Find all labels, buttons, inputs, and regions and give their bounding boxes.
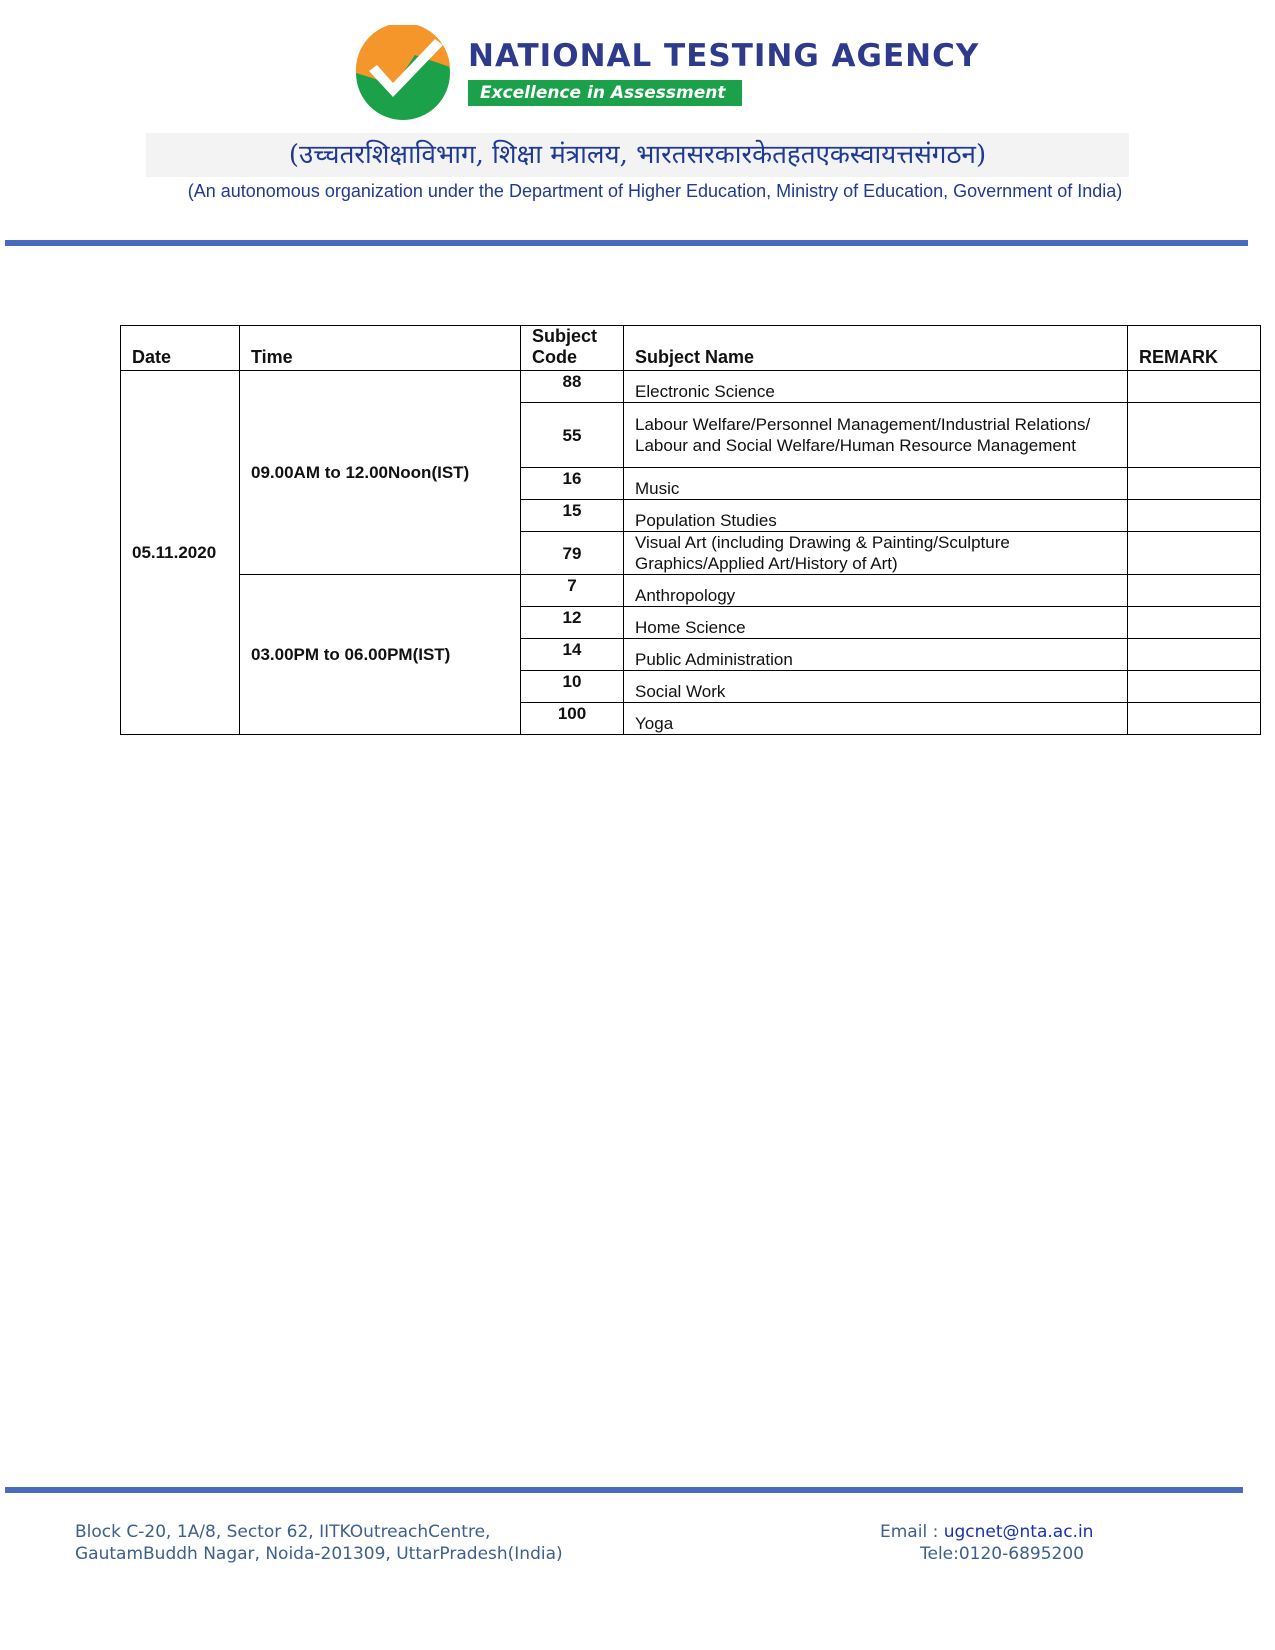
footer-divider bbox=[5, 1487, 1243, 1493]
remark-cell bbox=[1128, 532, 1261, 575]
subject-name: Visual Art (including Drawing & Painting/Sculpture Graphics/Applied Art/History of Art) bbox=[624, 532, 1128, 575]
remark-cell bbox=[1128, 371, 1261, 403]
subject-code: 14 bbox=[521, 639, 624, 671]
subject-name: Labour Welfare/Personnel Management/Industrial Relations/ Labour and Social Welfare/Human Resource Management bbox=[624, 403, 1128, 468]
remark-cell bbox=[1128, 639, 1261, 671]
subject-code: 12 bbox=[521, 607, 624, 639]
subject-code: 88 bbox=[521, 371, 624, 403]
header-subject-name: Subject Name bbox=[624, 326, 1128, 371]
header-code-line2: Code bbox=[532, 347, 577, 367]
footer-contact bbox=[880, 1521, 1093, 1565]
table-header-row bbox=[121, 326, 1261, 371]
subject-name: Public Administration bbox=[624, 639, 1128, 671]
subject-code: 16 bbox=[521, 468, 624, 500]
remark-cell bbox=[1128, 468, 1261, 500]
remark-cell bbox=[1128, 671, 1261, 703]
subject-name: Anthropology bbox=[624, 575, 1128, 607]
subject-name: Yoga bbox=[624, 703, 1128, 735]
email-link[interactable]: ugcnet@nta.ac.in bbox=[943, 1522, 1094, 1542]
header-subject-code bbox=[521, 326, 624, 371]
address-line1: Block C-20, 1A/8, Sector 62, IITKOutreachCentre, bbox=[75, 1522, 491, 1542]
table-row bbox=[121, 575, 1261, 607]
email-label: Email : bbox=[880, 1522, 939, 1542]
subject-code: 79 bbox=[521, 532, 624, 575]
telephone: Tele:0120-6895200 bbox=[920, 1544, 1084, 1564]
header-divider bbox=[5, 240, 1248, 246]
exam-schedule-table bbox=[120, 325, 1261, 735]
header-code-line1: Subject bbox=[532, 326, 598, 346]
subject-name: Population Studies bbox=[624, 500, 1128, 532]
exam-date: 05.11.2020 bbox=[121, 371, 240, 735]
address-line2: GautamBuddh Nagar, Noida-201309, UttarPradesh(India) bbox=[75, 1544, 563, 1564]
table-row bbox=[121, 371, 1261, 403]
subject-name: Electronic Science bbox=[624, 371, 1128, 403]
footer-address bbox=[75, 1521, 563, 1565]
subject-name: Social Work bbox=[624, 671, 1128, 703]
header-remark: REMARK bbox=[1128, 326, 1261, 371]
subject-code: 7 bbox=[521, 575, 624, 607]
subject-name: Home Science bbox=[624, 607, 1128, 639]
remark-cell bbox=[1128, 703, 1261, 735]
shift1-time: 09.00AM to 12.00Noon(IST) bbox=[240, 371, 521, 575]
tagline: Excellence in Assessment bbox=[468, 80, 742, 106]
header-date: Date bbox=[121, 326, 240, 371]
remark-cell bbox=[1128, 500, 1261, 532]
header-time: Time bbox=[240, 326, 521, 371]
remark-cell bbox=[1128, 575, 1261, 607]
org-name: NATIONAL TESTING AGENCY bbox=[468, 38, 980, 74]
subject-code: 15 bbox=[521, 500, 624, 532]
subject-code: 55 bbox=[521, 403, 624, 468]
english-subtitle: (An autonomous organization under the Department of Higher Education, Ministry of Education, Government of India) bbox=[187, 181, 1123, 201]
subject-code: 10 bbox=[521, 671, 624, 703]
remark-cell bbox=[1128, 403, 1261, 468]
shift2-time: 03.00PM to 06.00PM(IST) bbox=[240, 575, 521, 735]
remark-cell bbox=[1128, 607, 1261, 639]
subject-code: 100 bbox=[521, 703, 624, 735]
subject-name: Music bbox=[624, 468, 1128, 500]
hindi-subtitle: (उच्चतरशिक्षाविभाग, शिक्षा मंत्रालय, भारतसरकारकेतहतएकस्वायत्तसंगठन) bbox=[146, 133, 1129, 177]
nta-logo-icon bbox=[355, 25, 451, 121]
